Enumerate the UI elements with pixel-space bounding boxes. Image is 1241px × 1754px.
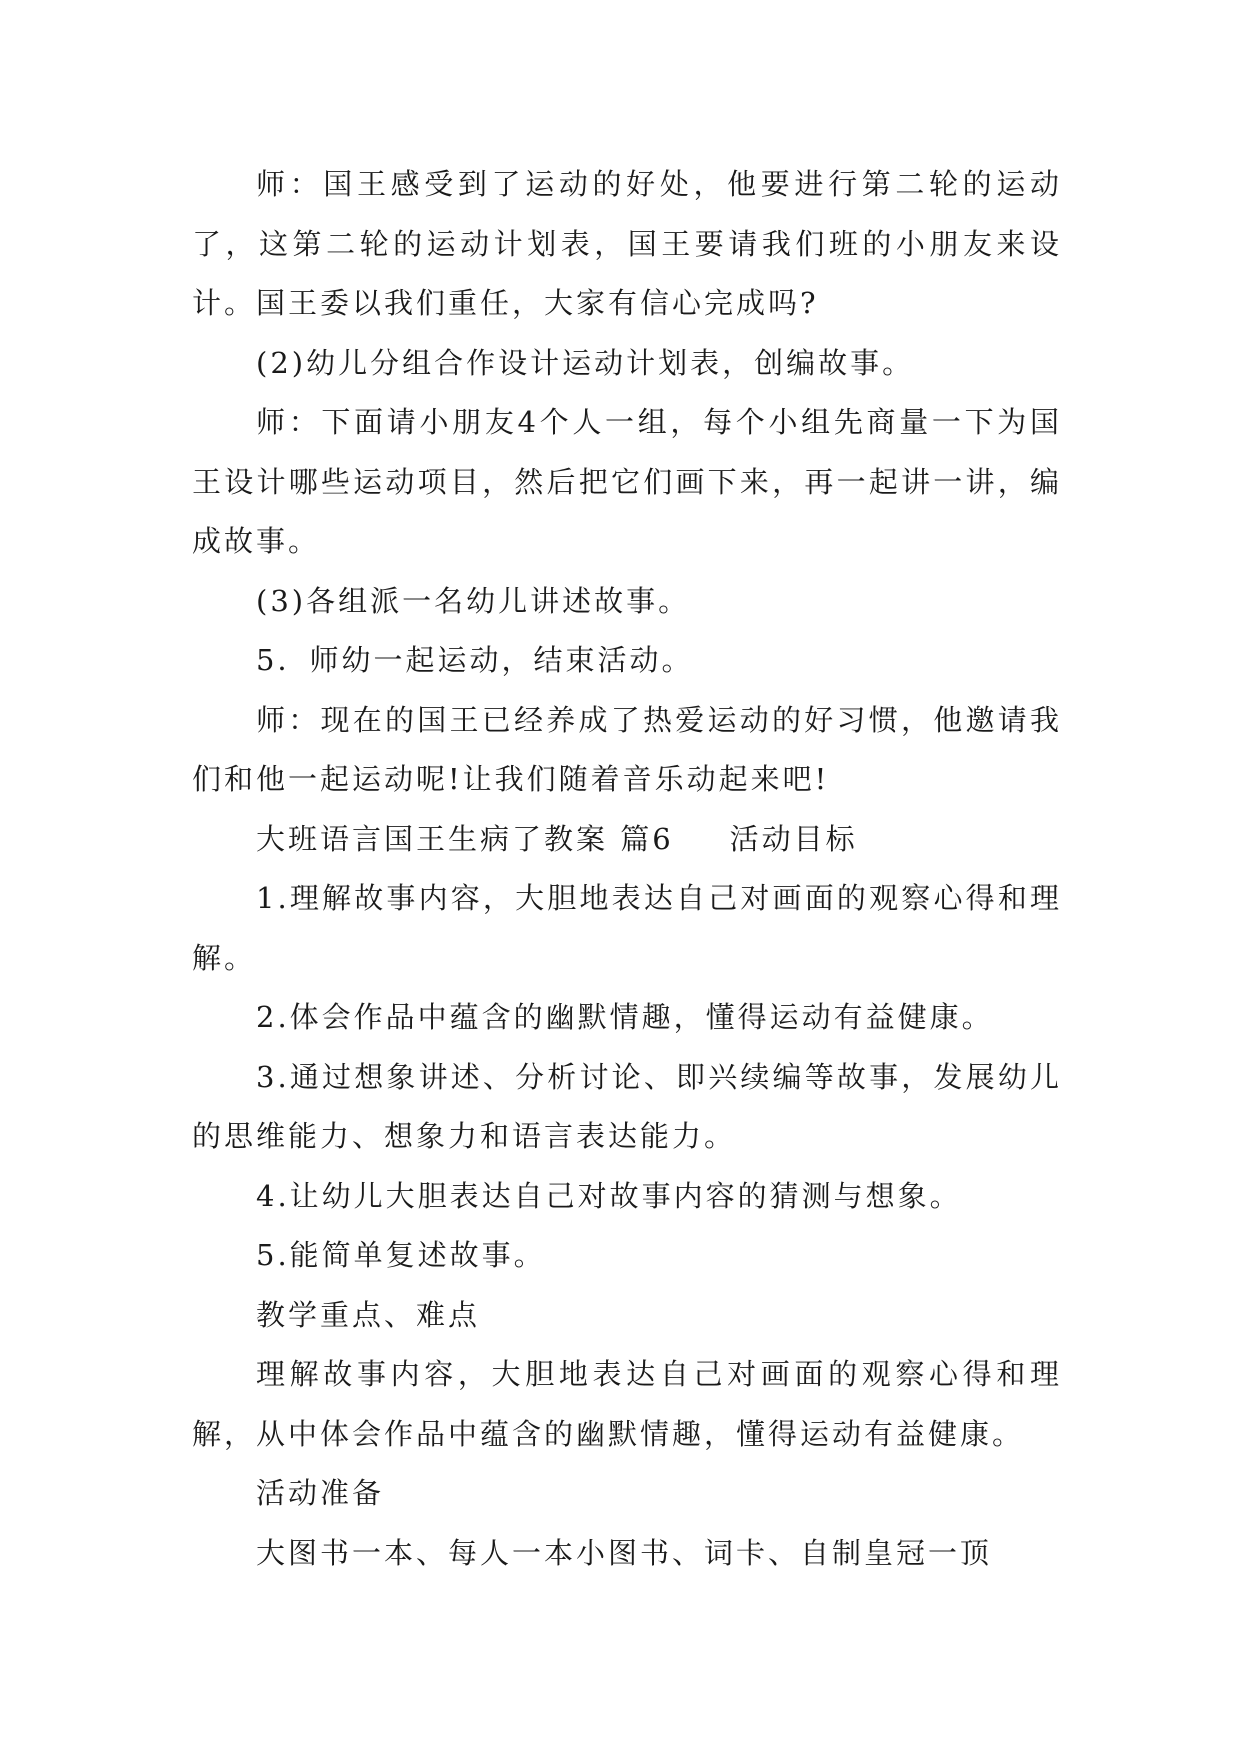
paragraph-teacher-invite: 师：现在的国王已经养成了热爱运动的好习惯，他邀请我们和他一起运动呢!让我们随着音乐动起来吧!	[192, 702, 1062, 796]
goal-item-3: 3.通过想象讲述、分析讨论、即兴续编等故事，发展幼儿的思维能力、想象力和语言表达能力。	[192, 1059, 1062, 1153]
document-body	[192, 155, 1062, 1583]
heading-key-points: 教学重点、难点	[256, 1297, 481, 1332]
goal-item-5: 5.能简单复述故事。	[256, 1238, 546, 1272]
paragraph-teacher-second-round: 师：国王感受到了运动的好处，他要进行第二轮的运动了，这第二轮的运动计划表，国王要请我们班的小朋友来设计。国王委以我们重任，大家有信心完成吗?	[192, 167, 1062, 320]
lesson-title: 大班语言国王生病了教案 篇6	[256, 821, 674, 856]
paragraph-step-5: 5．师幼一起运动，结束活动。	[256, 643, 694, 677]
paragraph-key-points: 理解故事内容，大胆地表达自己对画面的观察心得和理解，从中体会作品中蕴含的幽默情趣，懂得运动有益健康。	[192, 1357, 1062, 1451]
goal-item-2: 2.体会作品中蕴含的幽默情趣，懂得运动有益健康。	[256, 1000, 994, 1034]
section-heading-lesson-6	[192, 810, 1062, 870]
goal-item-4: 4.让幼儿大胆表达自己对故事内容的猜测与想象。	[256, 1178, 962, 1213]
heading-preparation: 活动准备	[256, 1476, 385, 1510]
paragraph-step-2: (2)幼儿分组合作设计运动计划表，创编故事。	[256, 345, 915, 380]
goal-item-1: 1.理解故事内容，大胆地表达自己对画面的观察心得和理解。	[192, 881, 1062, 975]
paragraph-teacher-groups: 师：下面请小朋友4个人一组，每个小组先商量一下为国王设计哪些运动项目，然后把它们画下来，再一起讲一讲，编成故事。	[192, 405, 1062, 558]
paragraph-step-3: (3)各组派一名幼儿讲述故事。	[256, 583, 691, 618]
paragraph-preparation: 大图书一本、每人一本小图书、词卡、自制皇冠一顶	[256, 1535, 993, 1570]
activity-goals-label: 活动目标	[729, 821, 858, 856]
